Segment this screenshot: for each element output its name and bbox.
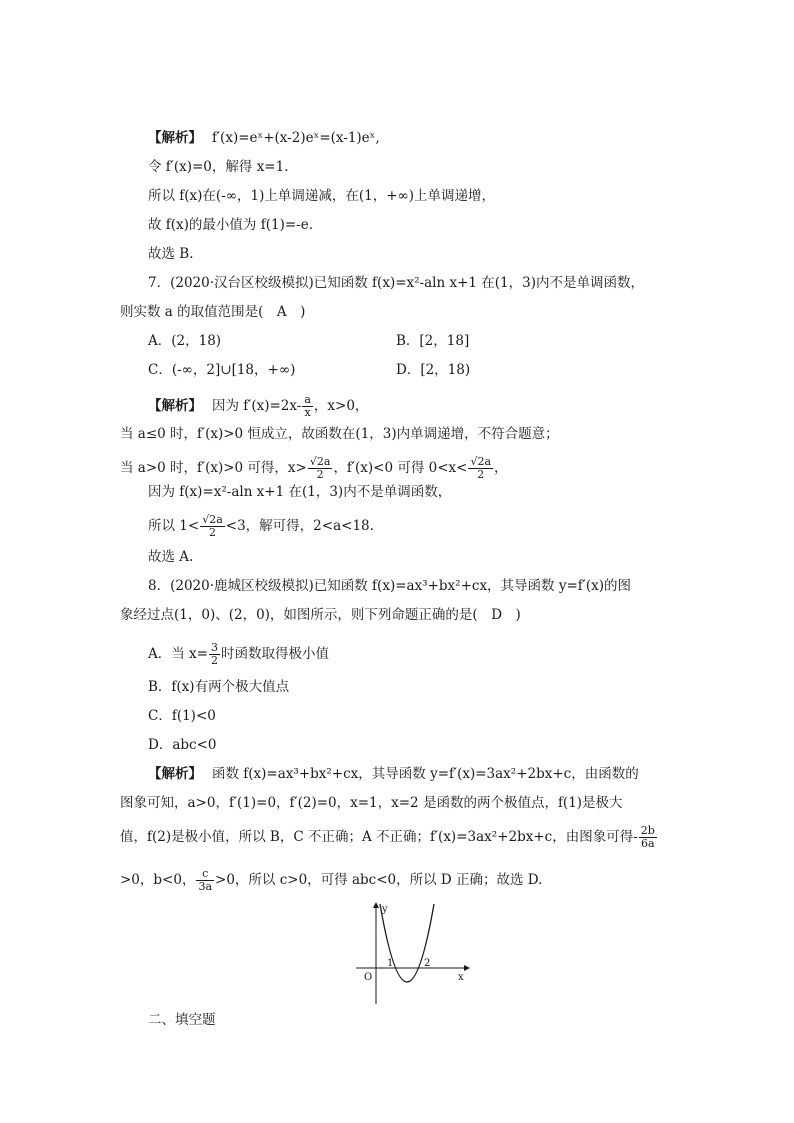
solution-7-line-6: 故选 A. (148, 549, 194, 565)
solution-8-line-2: 图象可知，a>0，f′(1)=0，f′(2)=0，x=1，x=2 是函数的两个极值点，f(1)是极大 (120, 795, 623, 811)
fraction: $\frac{√2a}{2}$ (470, 455, 492, 481)
solution-6-line-1: 【解析】 f′(x)=eˣ+(x-2)eˣ=(x-1)eˣ, (148, 130, 380, 146)
origin-label: O (364, 972, 373, 983)
solution-8-line-1: 【解析】 函数 f(x)=ax³+bx²+cx，其导函数 y=f′(x)=3ax²+2bx+c，由函数的 (148, 766, 639, 782)
solution-8-line-4: >0，b<0， $\frac{c}{3a}$ >0，所以 c>0，可得 abc<0，所以 D 正确；故选 D. (120, 867, 543, 893)
solution-7-line-3: 当 a>0 时，f′(x)>0 可得，x> $\frac{√2a}{2}$ ，f′(x)<0 可得 0<x< $\frac{√2a}{2}$ ， (120, 455, 508, 481)
solution-6-line-3: 所以 f(x)在(-∞，1)上单调递减，在(1，+∞)上单调递增， (148, 188, 496, 204)
question-7-option-d: D．[2，18) (396, 362, 471, 378)
derivative-graph (352, 900, 472, 1010)
question-7-option-b: B．[2，18] (396, 333, 470, 349)
question-8-line-1: 8．(2020·鹿城区校级模拟)已知函数 f(x)=ax³+bx²+cx，其导函数 y=f′(x)的图 (148, 578, 631, 594)
fraction: $\frac{a}{x}$ (304, 393, 311, 419)
fraction: $\frac{√2a}{2}$ (202, 513, 223, 539)
question-7-option-a: A．(2，18) (148, 333, 222, 349)
solution-7-line-4: 因为 f(x)=x²-aln x+1 在(1，3)内不是单调函数， (148, 484, 452, 500)
solution-tag: 【解析】 (148, 130, 202, 146)
x-axis-label: x (458, 972, 464, 983)
x-axis-arrow (464, 965, 470, 971)
tick-label-1: 1 (387, 958, 394, 969)
solution-6-line-5: 故选 B. (148, 246, 194, 262)
question-8-line-2: 象经过点(1，0)、(2，0)，如图所示，则下列命题正确的是( D ) (120, 607, 521, 623)
solution-7-line-1: 【解析】 因为 f′(x)=2x- $\frac{a}{x}$ ，x>0， (148, 393, 369, 419)
question-7-line-2: 则实数 a 的取值范围是( A ) (120, 304, 306, 320)
y-axis-arrow (373, 902, 379, 908)
question-8-option-c: C．f(1)<0 (148, 708, 216, 724)
solution-7-line-5: 所以 1< $\frac{√2a}{2}$ <3，解可得，2<a<18. (148, 513, 374, 539)
solution-tag: 【解析】 (148, 766, 202, 782)
fraction: $\frac{3}{2}$ (210, 641, 218, 667)
question-8-option-b: B．f(x)有两个极大值点 (148, 679, 290, 695)
solution-7-line-2: 当 a≤0 时，f′(x)>0 恒成立，故函数在(1，3)内单调递增，不符合题意； (120, 426, 559, 442)
y-axis-label: y (382, 904, 388, 915)
parabola-curve (380, 904, 434, 982)
solution-tag: 【解析】 (148, 398, 202, 414)
solution-6-line-2: 令 f′(x)=0，解得 x=1. (148, 159, 289, 175)
solution-8-line-3: 值，f(2)是极小值，所以 B，C 不正确；A 不正确；f′(x)=3ax²+2bx+c，由图象可得- $\frac{2b}{6a}$ (120, 824, 655, 850)
fraction: $\frac{c}{3a}$ (198, 867, 213, 893)
question-7-option-c: C．(-∞，2]∪[18，+∞) (148, 362, 296, 378)
question-8-option-d: D．abc<0 (148, 737, 217, 753)
question-8-option-a: A．当 x= $\frac{3}{2}$ 时函数取得极小值 (148, 641, 329, 667)
tick-label-2: 2 (424, 958, 431, 969)
fraction: $\frac{√2a}{2}$ (309, 455, 331, 481)
section-heading: 二、填空题 (148, 1012, 216, 1028)
solution-6-line-4: 故 f(x)的最小值为 f(1)=-e. (148, 217, 313, 233)
fraction: $\frac{2b}{6a}$ (640, 824, 655, 850)
question-7-line-1: 7．(2020·汉台区校级模拟)已知函数 f(x)=x²-aln x+1 在(1，3)内不是单调函数， (148, 275, 644, 291)
